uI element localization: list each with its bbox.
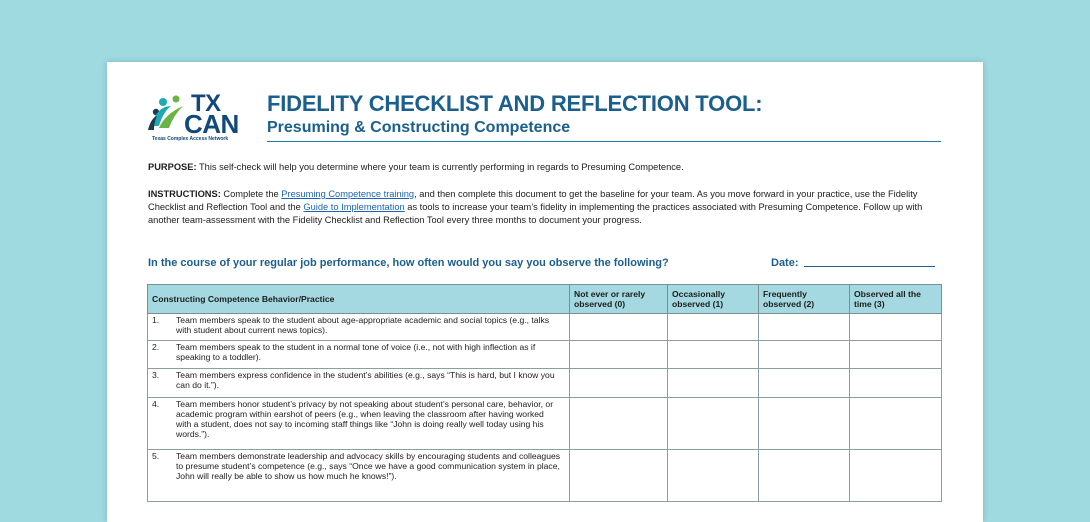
page-title: FIDELITY CHECKLIST AND REFLECTION TOOL:: [267, 91, 763, 116]
rating-cell-1[interactable]: [668, 369, 759, 398]
instructions-paragraph: [148, 188, 948, 227]
table-row: [148, 398, 942, 450]
row-number: 5.: [152, 451, 160, 461]
behavior-text: Team members speak to the student in a normal tone of voice (i.e., not with high inflection as if speaking to a toddler).: [176, 342, 536, 362]
rating-cell-0[interactable]: [570, 314, 668, 341]
rating-cell-2[interactable]: [759, 369, 850, 398]
checklist-table: [147, 284, 942, 502]
purpose-paragraph: [148, 161, 948, 174]
rating-cell-3[interactable]: [850, 450, 942, 502]
purpose-text: This self-check will help you determine where your team is currently performing in regards to Presuming Competence.: [196, 162, 684, 172]
rating-cell-1[interactable]: [668, 341, 759, 369]
rating-cell-0[interactable]: [570, 369, 668, 398]
logo-text-can: CAN: [184, 109, 239, 139]
date-label: Date:: [771, 257, 799, 269]
header-not-ever: Not ever or rarely observed (0): [570, 285, 668, 314]
table-row: [148, 369, 942, 398]
table-row: [148, 450, 942, 502]
rating-cell-2[interactable]: [759, 341, 850, 369]
rating-cell-1[interactable]: [668, 314, 759, 341]
table-header-row: [148, 285, 942, 314]
rating-cell-3[interactable]: [850, 398, 942, 450]
rating-cell-1[interactable]: [668, 450, 759, 502]
instructions-text-1: Complete the: [220, 189, 282, 199]
page-subtitle: Presuming & Constructing Competence: [267, 119, 571, 136]
date-field[interactable]: [804, 266, 935, 267]
instructions-text-3: as tools to increase your team’s fidelity in implementing the practices associated with Presuming Competence. Follow up with another team-assessment with the Fidelity Checklist and Reflection Tool every three months to document your progress.: [148, 202, 923, 225]
row-number: 3.: [152, 370, 160, 380]
title-divider: [267, 141, 941, 142]
behavior-cell: [148, 398, 570, 450]
instructions-text-2: , and then complete this document to get the baseline for your team. As you move forward in your practice, use the Fidelity Checklist and Reflection Tool and the: [148, 189, 918, 212]
row-number: 1.: [152, 315, 160, 325]
guide-to-implementation-link[interactable]: Guide to Implementation: [303, 202, 405, 212]
presuming-competence-training-link[interactable]: Presuming Competence training: [281, 189, 415, 199]
behavior-text: Team members honor student’s privacy by not speaking about student’s personal care, behavior, or academic program within earshot of peers (e.g., when leaving the classroom after having worked with a student, does not say to incoming staff things like “John is doing really well today using his words.”).: [176, 399, 554, 439]
row-number: 2.: [152, 342, 160, 352]
behavior-text: Team members express confidence in the student’s abilities (e.g., says “This is hard, but I know you can do it.”).: [176, 370, 555, 390]
rating-cell-3[interactable]: [850, 341, 942, 369]
rating-cell-0[interactable]: [570, 450, 668, 502]
behavior-cell: [148, 314, 570, 341]
row-number: 4.: [152, 399, 160, 409]
rating-cell-0[interactable]: [570, 341, 668, 369]
logo-subtitle: Texas Complex Access Network: [152, 136, 229, 142]
behavior-text: Team members demonstrate leadership and advocacy skills by encouraging students and colleagues to presume student’s competence (e.g., says “Once we have a good communication system in place, John will really be able to show us how much he knows!”).: [176, 451, 561, 481]
txcan-logo: [147, 92, 255, 148]
header-all-the-time: Observed all the time (3): [850, 285, 942, 314]
rating-cell-2[interactable]: [759, 314, 850, 341]
header-occasionally: Occasionally observed (1): [668, 285, 759, 314]
table-row: [148, 314, 942, 341]
logo-text-tx: TX: [191, 90, 221, 117]
header-behavior-practice: Constructing Competence Behavior/Practice: [148, 285, 570, 314]
document-page: [107, 62, 983, 522]
behavior-cell: [148, 369, 570, 398]
rating-cell-0[interactable]: [570, 398, 668, 450]
rating-cell-2[interactable]: [759, 398, 850, 450]
instructions-label: INSTRUCTIONS:: [148, 189, 221, 199]
question-heading: In the course of your regular job performance, how often would you say you observe the following?: [148, 257, 669, 269]
behavior-cell: [148, 450, 570, 502]
rating-cell-3[interactable]: [850, 314, 942, 341]
rating-cell-2[interactable]: [759, 450, 850, 502]
rating-cell-1[interactable]: [668, 398, 759, 450]
rating-cell-3[interactable]: [850, 369, 942, 398]
purpose-label: PURPOSE:: [148, 162, 197, 172]
behavior-cell: [148, 341, 570, 369]
table-row: [148, 341, 942, 369]
behavior-text: Team members speak to the student about age-appropriate academic and social topics (e.g., talks with student about current news topics).: [176, 315, 550, 335]
header-frequently: Frequently observed (2): [759, 285, 850, 314]
